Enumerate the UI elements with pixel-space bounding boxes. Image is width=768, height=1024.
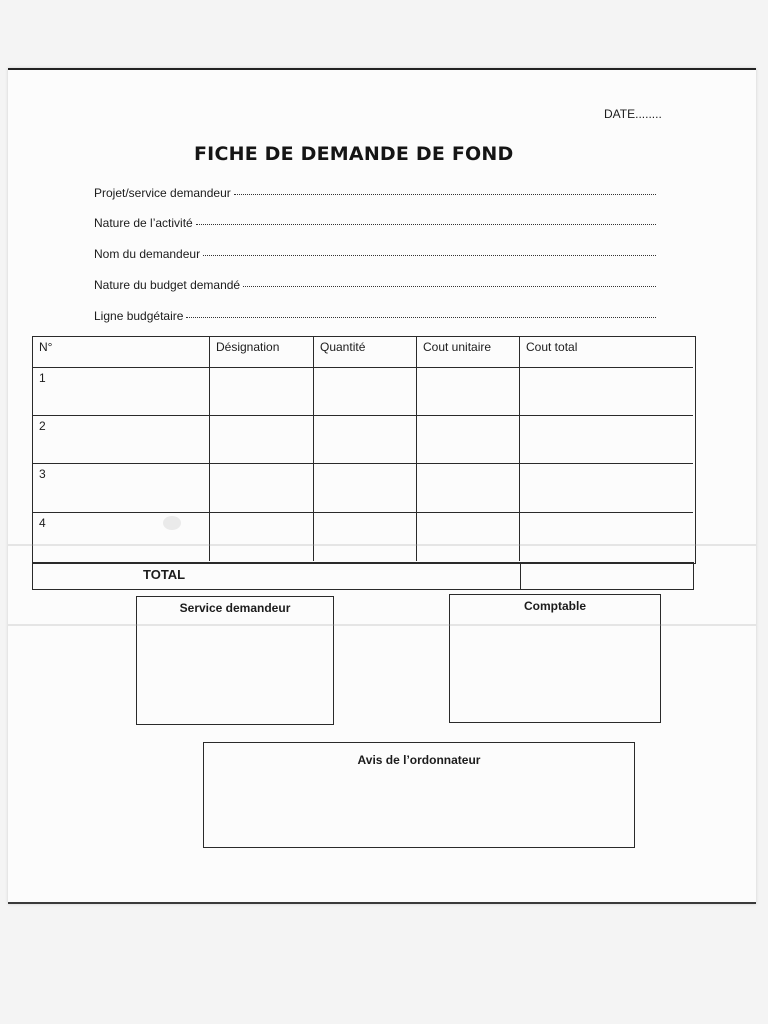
field-ligne-budgetaire[interactable] — [94, 309, 656, 323]
comptable-label: Comptable — [523, 599, 586, 613]
cell-cout-total[interactable] — [520, 416, 693, 464]
cell-cout-total[interactable] — [520, 464, 693, 513]
cell-designation[interactable] — [210, 368, 314, 416]
header-cout-total: Cout total — [520, 337, 693, 368]
row-number: 3 — [33, 464, 210, 513]
header-num: N° — [33, 337, 210, 368]
cell-quantite[interactable] — [314, 416, 417, 464]
row-number: 4 — [33, 513, 210, 561]
dotted-line — [243, 285, 656, 287]
field-projet-service[interactable] — [94, 186, 656, 200]
avis-ordonnateur-label: Avis de l’ordonnateur — [357, 753, 481, 767]
cell-designation[interactable] — [210, 416, 314, 464]
header-quantite: Quantité — [314, 337, 417, 368]
field-nom-demandeur[interactable] — [94, 247, 656, 261]
dotted-line — [234, 193, 656, 195]
cell-cout-unitaire[interactable] — [417, 416, 520, 464]
field-label: Nature du budget demandé — [94, 278, 241, 292]
header-designation: Désignation — [210, 337, 314, 368]
total-divider — [520, 563, 521, 589]
cell-quantite[interactable] — [314, 513, 417, 561]
avis-ordonnateur-box[interactable] — [203, 742, 635, 848]
cell-cout-total[interactable] — [520, 513, 693, 561]
scan-smudge — [163, 516, 181, 530]
cell-quantite[interactable] — [314, 464, 417, 513]
dotted-line — [203, 254, 656, 256]
service-demandeur-label: Service demandeur — [179, 601, 291, 615]
page-title: FICHE DE DEMANDE DE FOND — [194, 143, 514, 165]
dotted-line — [186, 316, 656, 318]
total-label: TOTAL — [143, 567, 186, 582]
field-label: Nature de l’activité — [94, 216, 193, 230]
header-cout-unitaire: Cout unitaire — [417, 337, 520, 368]
date-label: DATE........ — [604, 107, 662, 121]
comptable-box[interactable] — [449, 594, 661, 723]
cell-cout-total[interactable] — [520, 368, 693, 416]
cell-designation[interactable] — [210, 464, 314, 513]
field-label: Nom du demandeur — [94, 247, 201, 261]
field-label: Projet/service demandeur — [94, 186, 231, 200]
field-label: Ligne budgétaire — [94, 309, 184, 323]
row-number: 2 — [33, 416, 210, 464]
total-row — [32, 562, 694, 590]
field-nature-budget[interactable] — [94, 278, 656, 292]
form-sheet — [8, 68, 756, 904]
cell-quantite[interactable] — [314, 368, 417, 416]
cell-designation[interactable] — [210, 513, 314, 561]
service-demandeur-box[interactable] — [136, 596, 334, 725]
field-nature-activite[interactable] — [94, 216, 656, 230]
row-number: 1 — [33, 368, 210, 416]
items-table — [32, 336, 696, 564]
cell-cout-unitaire[interactable] — [417, 464, 520, 513]
cell-cout-unitaire[interactable] — [417, 368, 520, 416]
scan-streak — [8, 624, 756, 626]
dotted-line — [196, 223, 656, 225]
cell-cout-unitaire[interactable] — [417, 513, 520, 561]
scan-streak — [8, 544, 756, 546]
